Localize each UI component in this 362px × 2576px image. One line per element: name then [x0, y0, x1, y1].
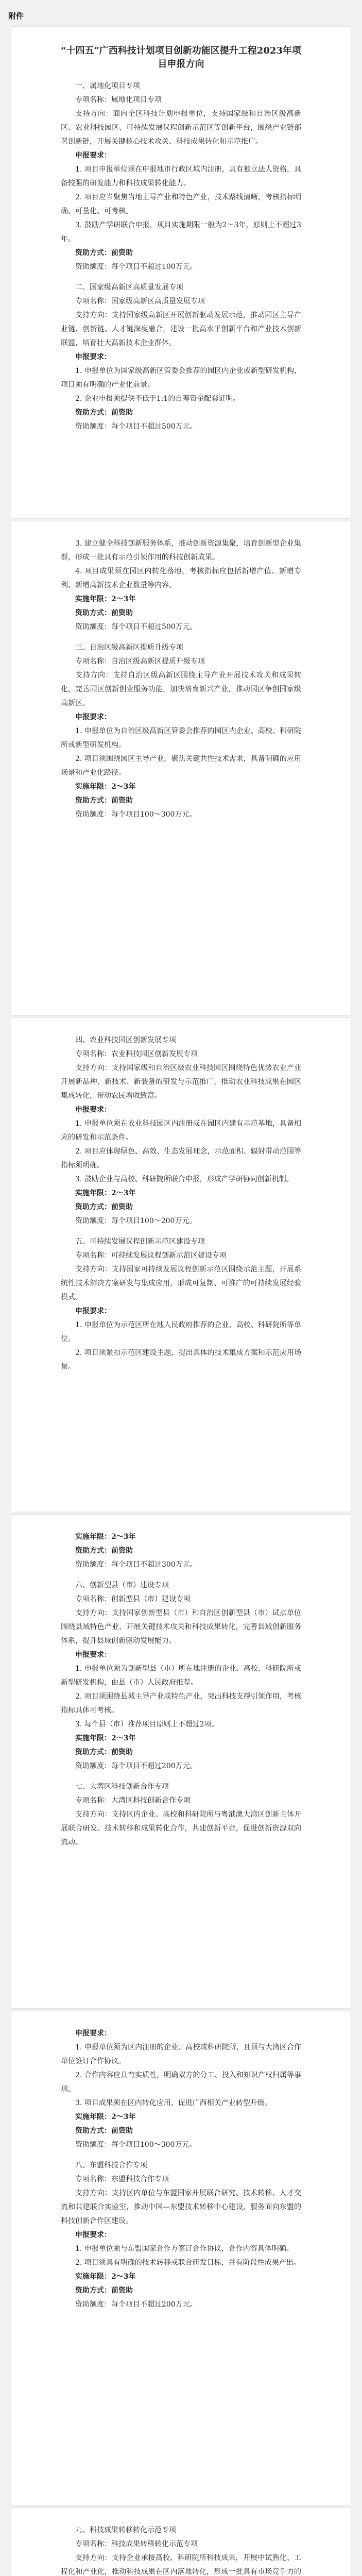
paragraph: 资助方式：前资助 — [75, 1203, 133, 1211]
paragraph: 1. 申报单位为示范区所在地人民政府推荐的企业、高校、科研院所等单位。 — [61, 1321, 301, 1343]
paragraph: 支持方向：支持国家级高新区开展创新驱动发展示范，推动园区主导产业链、创新链、人才链深度融合，建设一批高水平创新平台和产业技术创新联盟，培育壮大高新技术企业群体。 — [61, 311, 301, 347]
paragraph: 资助额度：每个项目不超过500万元。 — [75, 623, 197, 631]
document-page-5 — [11, 2011, 351, 2505]
paragraph: 支持方向：支持国家级和自治区级农业科技园区围绕特色优势农业产业开展新品种、新技术、新装备的研发与示范推广，推动农业科技成果在园区集成转化，带动农民增收致富。 — [61, 1064, 301, 1100]
paragraph: 支持方向：支持区内单位与东盟国家开展联合研究、技术转移、人才交流和共建联合实验室，推动中国—东盟技术转移中心建设，服务面向东盟的科技创新合作区建设。 — [61, 2189, 301, 2225]
paragraph: 专项名称：可持续发展议程创新示范区建设专项 — [75, 1251, 227, 1260]
paragraph: 3. 鼓励产学研联合申报，项目实施期限一般为2～3年，原则上不超过3年。 — [61, 221, 301, 243]
paragraph: 专项名称：国家级高新区高质量发展专项 — [75, 297, 205, 306]
paragraph: 专项名称：创新型县（市）建设专项 — [75, 1595, 191, 1603]
paragraph: 专项名称：属地化项目专项 — [75, 96, 162, 104]
paragraph: 三、自治区级高新区提质升级专项 — [75, 643, 183, 652]
paragraph: 资助额度：每个项目不超过200万元。 — [75, 1762, 197, 1770]
paragraph: 二、国家级高新区高质量发展专项 — [75, 283, 183, 292]
paragraph-spacer — [61, 1228, 301, 1235]
page-4-content — [61, 1530, 301, 1850]
paragraph-spacer — [61, 1572, 301, 1579]
paragraph: 1. 项目申报单位须在申报地市行政区域内注册，具有独立法人资格，具备较强的研发能力和科技成果转化能力。 — [61, 165, 301, 188]
paragraph: 九、科技成果转移转化示范专项 — [75, 2526, 176, 2534]
paragraph: 四、农业科技园区创新发展专项 — [75, 1036, 176, 1044]
paragraph: 申报要求： — [75, 2029, 111, 2038]
paragraph: 资助方式：前资助 — [75, 2127, 133, 2135]
paragraph: 七、大湾区科技创新合作专项 — [75, 1783, 169, 1791]
paragraph: 资助方式：前资助 — [75, 609, 133, 617]
paragraph: 2. 项目应体现绿色、高效、生态发展理念，示范面积、辐射带动范围等指标须明确。 — [61, 1147, 301, 1170]
paragraph: 3. 鼓励企业与高校、科研院所联合申报，形成产学研协同创新机制。 — [75, 1175, 294, 1183]
paragraph: 实施年限：2～3年 — [75, 783, 136, 791]
page-1-content — [61, 79, 301, 434]
paragraph: 专项名称：科技成果转移转化示范专项 — [75, 2540, 198, 2548]
paragraph: 申报要求： — [75, 151, 111, 160]
paragraph: 3. 每个县（市）推荐项目原则上不超过2项。 — [75, 1720, 219, 1728]
document-page-3 — [11, 1018, 351, 1512]
paragraph: 实施年限：2～3年 — [75, 1734, 136, 1742]
paragraph: 专项名称：农业科技园区创新发展专项 — [75, 1050, 198, 1058]
paragraph: 支持方向：支持自治区级高新区围绕主导产业开展技术攻关和成果转化，完善园区创新创业服务功能，加快培育新兴产业，推动园区争创国家级高新区。 — [61, 671, 301, 707]
attachment-label: 附件 — [8, 11, 24, 21]
paragraph: 八、东盟科技合作专项 — [75, 2161, 147, 2170]
paragraph: 2. 合作内容应具有实质性，明确双方的分工、投入和知识产权归属等事项。 — [61, 2071, 301, 2093]
paragraph: 专项名称：自治区级高新区提质升级专项 — [75, 657, 205, 666]
paragraph: 资助额度：每个项目不超过300万元。 — [75, 1561, 197, 1569]
document-page-1 — [11, 27, 351, 518]
paragraph: 实施年限：2～3年 — [75, 2273, 136, 2281]
paragraph: 2. 项目应当聚焦当地主导产业和特色产业，技术路线清晰，考核指标明确、可量化、可考核。 — [61, 193, 301, 215]
paragraph: 3. 建立健全科技创新服务体系，推动创新资源集聚，培育创新型企业集群，形成一批具有示范引领作用的科技创新成果。 — [61, 539, 301, 562]
paragraph: 4. 项目成果须在园区内转化落地，考核指标应包括新增产值、新增专利、新增高新技术企业数量等内容。 — [61, 567, 301, 589]
paragraph: 实施年限：2～3年 — [75, 2113, 136, 2121]
paragraph: 支持方向：支持国家创新型县（市）和自治区创新型县（市）试点单位围绕县域特色产业，开展关键技术攻关和科技成果转化，完善县域创新服务体系，提升县域创新驱动发展能力。 — [61, 1609, 301, 1645]
paragraph: 五、可持续发展议程创新示范区建设专项 — [75, 1238, 205, 1246]
paragraph: 资助额度：每个项目不超过200万元。 — [75, 2300, 197, 2309]
paragraph: 支持方向：支持区内企业、高校和科研院所与粤港澳大湾区创新主体开展联合研发、技术转移和成果转化合作，共建创新平台，促进创新资源双向流动。 — [61, 1810, 301, 1846]
paragraph: 申报要求： — [75, 353, 111, 361]
paragraph: 实施年限：2～3年 — [75, 1533, 136, 1541]
document-title: “十四五”广西科技计划项目创新功能区提升工程2023年项目申报方向 — [61, 45, 301, 70]
paragraph: 实施年限：2～3年 — [75, 1189, 136, 1197]
paragraph: 资助方式：前资助 — [75, 1547, 133, 1555]
paragraph: 申报要求： — [75, 1106, 111, 1114]
paragraph: 资助额度：每个项目不超过500万元。 — [75, 422, 197, 431]
document-page-4 — [11, 1515, 351, 2008]
paragraph: 1. 申报单位须为区内注册的企业、高校或科研院所，且须与大湾区合作单位签订合作协议。 — [61, 2043, 301, 2065]
paragraph: 3. 项目成果须在区内转化应用，促进广西相关产业转型升级。 — [75, 2099, 272, 2107]
paragraph: 申报要求： — [75, 2231, 111, 2239]
paragraph: 2. 项目须紧扣示范区建设主题，提出具体的技术集成方案和示范应用场景。 — [61, 1349, 301, 1371]
paragraph: 2. 项目须具有明确的技术转移或联合研发目标，并有阶段性成果产出。 — [75, 2259, 301, 2267]
paragraph: 资助方式：前资助 — [75, 2286, 133, 2295]
document-page-2 — [11, 521, 351, 1015]
paragraph: 实施年限：2～3年 — [75, 595, 136, 603]
paragraph-spacer — [61, 634, 301, 641]
paragraph: 专项名称：东盟科技合作专项 — [75, 2175, 169, 2183]
paragraph: 资助额度：每个项目100～300万元。 — [75, 810, 197, 819]
page-5-content — [61, 2027, 301, 2312]
page-3-content — [61, 1033, 301, 1374]
paragraph: 1. 申报单位须为创新型县（市）所在地注册的企业、高校、科研院所或新型研发机构，由县（市）人民政府推荐。 — [61, 1665, 301, 1687]
paragraph: 一、属地化项目专项 — [75, 82, 140, 90]
paragraph: 1. 申报单位须与东盟国家合作方签订合作协议，合作内容具体明确。 — [75, 2245, 294, 2253]
paragraph: 资助方式：前资助 — [75, 409, 133, 417]
paragraph: 六、创新型县（市）建设专项 — [75, 1581, 169, 1589]
document-page-6 — [11, 2508, 351, 2576]
paragraph: 资助额度：每个项目100～300万元。 — [75, 2141, 197, 2149]
page-2-content — [61, 537, 301, 822]
page-6-content — [61, 2523, 301, 2576]
paragraph-spacer — [61, 2152, 301, 2159]
paragraph: 2. 项目须围绕县域主导产业或特色产业，突出科技支撑引领作用，考核指标具体可考核。 — [61, 1692, 301, 1715]
paragraph: 1. 申报单位为自治区级高新区管委会推荐的园区内企业、高校、科研院所或新型研发机构。 — [61, 727, 301, 749]
paragraph: 资助额度：每个项目100～200万元。 — [75, 1217, 197, 1225]
paragraph: 1. 申报单位为国家级高新区管委会推荐的园区内企业或新型研发机构，项目须有明确的产业化前景。 — [61, 367, 301, 389]
paragraph: 资助方式：前资助 — [75, 796, 133, 805]
paragraph: 申报要求： — [75, 1651, 111, 1659]
paragraph: 2. 项目须围绕园区主导产业，聚焦关键共性技术需求，具备明确的应用场景和产业化路径。 — [61, 755, 301, 777]
paragraph: 资助额度：每个项目不超过100万元。 — [75, 263, 197, 271]
paragraph: 申报要求： — [75, 1307, 111, 1315]
paragraph: 支持方向：支持国家可持续发展议程创新示范区围绕示范主题，开展系统性技术解决方案研发与集成应用，形成可复制、可推广的可持续发展经验模式。 — [61, 1265, 301, 1301]
paragraph-spacer — [61, 274, 301, 281]
paragraph: 2. 企业申报须提供不低于1:1的自筹资金配套证明。 — [75, 395, 240, 403]
paragraph: 资助方式：前资助 — [75, 1748, 133, 1756]
paragraph: 支持方向：支持企业承接高校、科研院所科技成果，开展中试熟化、工程化和产业化，推动科技成果在区内落地转化，形成一批具有市场竞争力的 — [61, 2554, 301, 2576]
paragraph: 支持方向：面向全区科技计划申报单位，支持国家级和自治区级高新区、农业科技园区、可持续发展议程创新示范区等创新平台，围绕产业链部署创新链，开展关键核心技术攻关、科技成果转化和示范推广。 — [61, 110, 301, 146]
paragraph: 1. 申报单位须在农业科技园区内注册或在园区内建有示范基地，具备相应的研发和示范条件。 — [61, 1120, 301, 1142]
paragraph: 申报要求： — [75, 713, 111, 721]
paragraph-spacer — [61, 1773, 301, 1780]
paragraph: 资助方式：前资助 — [75, 249, 133, 257]
paragraph: 专项名称：大湾区科技创新合作专项 — [75, 1797, 191, 1805]
